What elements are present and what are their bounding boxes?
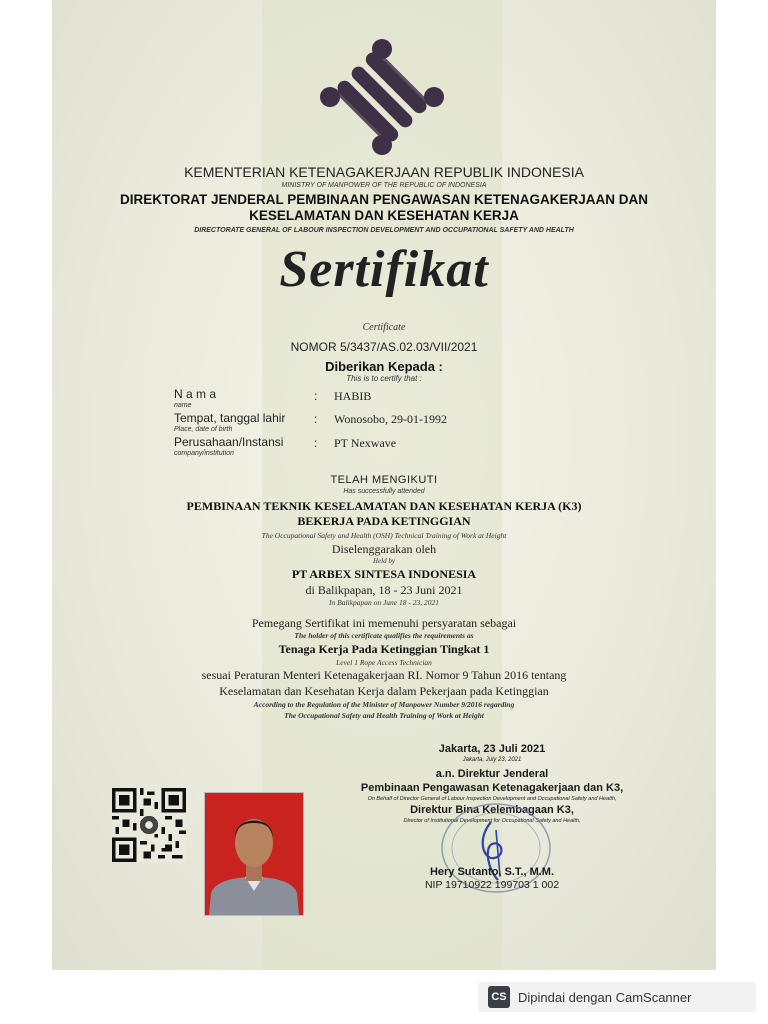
holder-text-en: The holder of this certificate qualifies the requirements as [294,631,474,640]
training-line1: PEMBINAAN TEKNIK KESELAMATAN DAN KESEHATAN KERJA (K3) [186,499,582,513]
qualification: Tenaga Kerja Pada Ketinggian Tingkat 1 [278,642,490,656]
signature-director-en: Director of Institutional Development for Occupational Safety and Health, [403,818,581,824]
regulation-en2: The Occupational Safety and Health Training of Work at Height [284,711,484,720]
name-label: N a m a [174,387,217,401]
birth-label-en: Place, date of birth [174,426,233,433]
signature-office: Pembinaan Pengawasan Ketenagakerjaan dan K3, [360,782,624,794]
signatory-name: Hery Sutanto, S.T., M.M. [429,866,555,878]
training-line2: BEKERJA PADA KETINGGIAN [297,514,471,528]
directorate-line1: DIREKTORAT JENDERAL PEMBINAAN PENGAWASAN KETENAGAKERJAAN DAN [119,192,649,207]
regulation-line1: sesuai Peraturan Menteri Ketenagakerjaan RI. Nomor 9 Tahun 2016 tentang [201,668,567,682]
birth-value: Wonosobo, 29-01-1992 [334,412,448,426]
given-to-en: This is to certify that : [346,374,422,383]
company-label: Perusahaan/Instansi [174,435,284,449]
signatory-nip: NIP 19710922 199703 1 002 [424,879,560,891]
regulation-line2: Keselamatan dan Kesehatan Kerja dalam Pekerjaan pada Ketinggian [219,684,549,698]
company-label-en: company/institution [174,450,234,457]
held-by-en: Held by [373,557,395,565]
held-by: Diselenggarakan oleh [331,542,437,556]
name-value: HABIB [334,389,372,403]
qualification-en: Level 1 Rope Access Technician [336,658,432,667]
signature-place-date: Jakarta, 23 Juli 2021 [438,743,546,755]
camscanner-icon: CS [488,986,510,1008]
camscanner-text: Dipindai dengan CamScanner [518,989,692,1005]
given-to: Diberikan Kepada : [325,359,443,374]
signature-director: Direktur Bina Kelembagaan K3, [410,804,574,816]
regulation-en1: According to the Regulation of the Minister of Manpower Number 9/2016 regarding [253,700,515,709]
birth-label: Tempat, tanggal lahir [174,411,286,425]
company-colon: : [314,436,318,450]
attended-text-en: Has successfully attended [343,488,425,495]
place-date: di Balikpapan, 18 - 23 Juni 2021 [305,583,463,597]
qr-code-icon [110,788,188,862]
signature-place-date-en: Jakarta, July 23, 2021 [462,757,522,763]
certificate-number: NOMOR 5/3437/AS.02.03/VII/2021 [290,340,478,354]
directorate-en: DIRECTORATE GENERAL OF LABOUR INSPECTION DEVELOPMENT AND OCCUPATIONAL SAFETY AND HEALTH [194,227,574,234]
signature-on-behalf: a.n. Direktur Jenderal [435,768,549,780]
training-en: The Occupational Safety and Health (OSH) Technical Training of Work at Height [261,531,507,540]
certificate-paper [52,0,716,970]
place-date-en: In Balikpapan on June 18 - 23, 2021 [329,598,439,607]
birth-colon: : [314,412,318,426]
camscanner-badge [478,982,756,1012]
ministry-logo-icon [320,38,444,156]
certificate-title-en: Certificate [362,322,406,333]
holder-text: Pemegang Sertifikat ini memenuhi persyaratan sebagai [251,616,517,630]
name-colon: : [314,389,318,403]
certificate-title: Sertifikat [279,241,489,298]
signature-office-en: On Behalf of Director General of Labour Inspection Development and Occupational Safety and Health, [367,796,617,802]
holder-photo [204,792,304,916]
company-value: PT Nexwave [334,436,397,450]
ministry-name-en: MINISTRY OF MANPOWER OF THE REPUBLIC OF INDONESIA [281,182,487,189]
name-label-en: name [174,402,192,409]
ministry-name: KEMENTERIAN KETENAGAKERJAAN REPUBLIK INDONESIA [184,164,584,180]
attended-text: TELAH MENGIKUTI [330,474,438,486]
organizer: PT ARBEX SINTESA INDONESIA [291,567,477,581]
directorate-line2: KESELAMATAN DAN KESEHATAN KERJA [249,208,519,223]
